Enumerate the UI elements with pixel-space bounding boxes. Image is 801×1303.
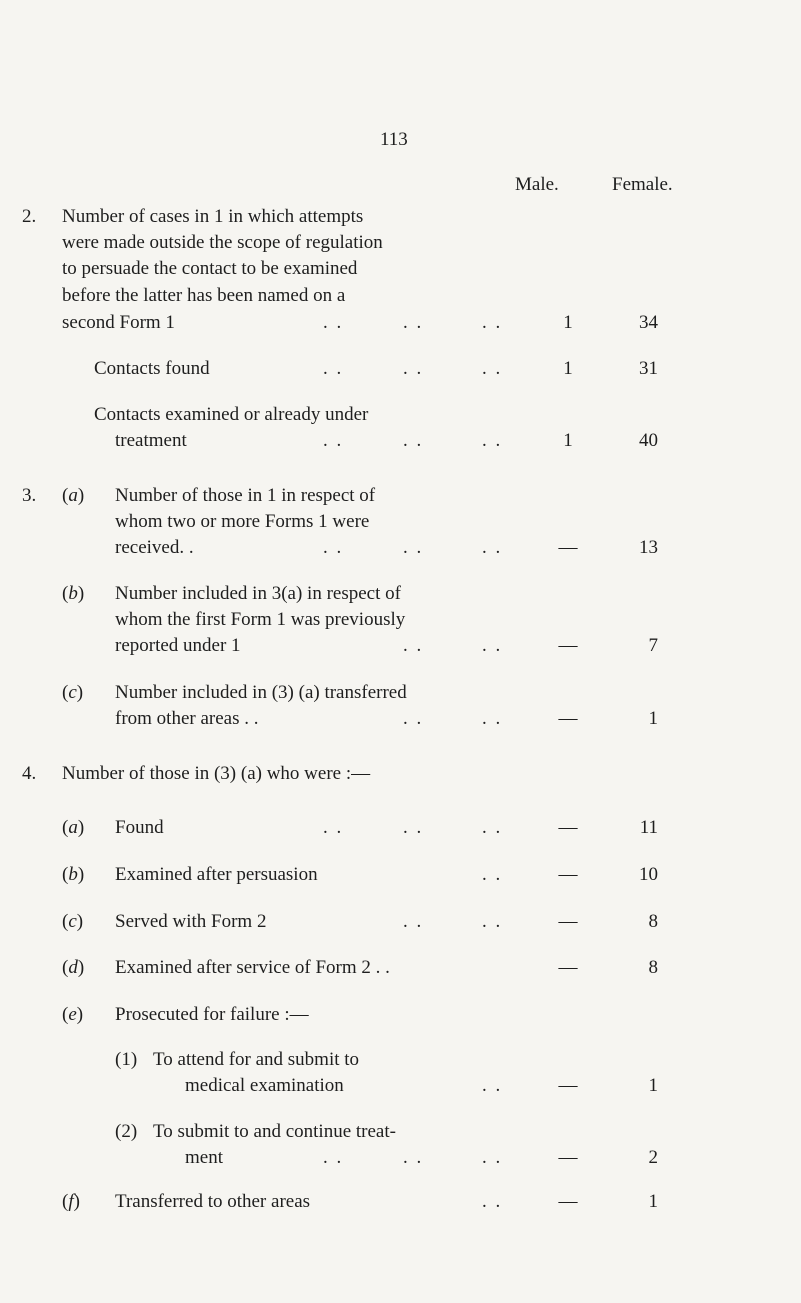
item-4f-marker: (f) <box>62 1191 80 1212</box>
leader-dots: . . <box>403 911 424 932</box>
item-3c-line-1: Number included in (3) (a) transferred <box>115 682 407 703</box>
leader-dots: . . <box>403 358 424 379</box>
section-2-line-1: Number of cases in 1 in which attempts <box>62 206 364 227</box>
item-3c-line-2: from other areas . . <box>115 708 259 729</box>
item-4e1-female-value: 1 <box>648 1075 658 1096</box>
item-4d-male-value: — <box>558 957 578 978</box>
item-4d-female-value: 8 <box>648 957 658 978</box>
leader-dots: . . <box>482 1191 503 1212</box>
leader-dots: . . <box>403 537 424 558</box>
leader-dots: . . <box>482 1147 503 1168</box>
contacts-found-label: Contacts found <box>94 358 210 379</box>
section-2-line-5: second Form 1 <box>62 312 175 333</box>
leader-dots: . . <box>323 312 344 333</box>
contacts-found-male-value: 1 <box>563 358 573 379</box>
item-4e2-female-value: 2 <box>648 1147 658 1168</box>
section-4-heading: Number of those in (3) (a) who were :— <box>62 763 371 784</box>
item-4e-marker: (e) <box>62 1004 84 1025</box>
contacts-examined-line-1: Contacts examined or already under <box>94 404 369 425</box>
item-4f-label: Transferred to other areas <box>115 1191 311 1212</box>
leader-dots: . . <box>482 817 503 838</box>
item-4b-female-value: 10 <box>639 864 658 885</box>
male-column-header: Male. <box>515 174 559 195</box>
item-4e2-marker: (2) <box>115 1121 138 1142</box>
leader-dots: . . <box>323 537 344 558</box>
contacts-examined-male-value: 1 <box>563 430 573 451</box>
item-4f-female-value: 1 <box>648 1191 658 1212</box>
section-2-line-3: to persuade the contact to be examined <box>62 258 358 279</box>
leader-dots: . . <box>323 358 344 379</box>
leader-dots: . . <box>323 817 344 838</box>
leader-dots: . . <box>403 708 424 729</box>
item-3c-male-value: — <box>558 708 578 729</box>
item-3a-marker: (a) <box>62 485 85 506</box>
leader-dots: . . <box>403 430 424 451</box>
item-4c-male-value: — <box>558 911 578 932</box>
leader-dots: . . <box>323 430 344 451</box>
item-3b-line-1: Number included in 3(a) in respect of <box>115 583 401 604</box>
item-4a-marker: (a) <box>62 817 85 838</box>
item-3c-marker: (c) <box>62 682 84 703</box>
leader-dots: . . <box>403 312 424 333</box>
item-3b-female-value: 7 <box>648 635 658 656</box>
item-4c-label: Served with Form 2 <box>115 911 267 932</box>
leader-dots: . . <box>482 635 503 656</box>
item-4d-label: Examined after service of Form 2 . . <box>115 957 390 978</box>
item-4e2-line-2: ment <box>185 1147 223 1168</box>
item-3a-female-value: 13 <box>639 537 658 558</box>
leader-dots: . . <box>482 430 503 451</box>
section-2-female-value: 34 <box>639 312 658 333</box>
item-4e2-line-1: To submit to and continue treat- <box>153 1121 396 1142</box>
leader-dots: . . <box>482 537 503 558</box>
leader-dots: . . <box>482 1075 503 1096</box>
item-3a-male-value: — <box>558 537 578 558</box>
item-4a-female-value: 11 <box>639 817 658 838</box>
item-3b-male-value: — <box>558 635 578 656</box>
female-column-header: Female. <box>612 174 673 195</box>
item-4c-female-value: 8 <box>648 911 658 932</box>
leader-dots: . . <box>482 312 503 333</box>
item-4e1-line-2: medical examination <box>185 1075 344 1096</box>
item-4e1-marker: (1) <box>115 1049 138 1070</box>
item-3a-line-1: Number of those in 1 in respect of <box>115 485 376 506</box>
item-4e1-line-1: To attend for and submit to <box>153 1049 360 1070</box>
item-4c-marker: (c) <box>62 911 84 932</box>
section-2-male-value: 1 <box>563 312 573 333</box>
item-3b-marker: (b) <box>62 583 85 604</box>
item-3b-line-3: reported under 1 <box>115 635 241 656</box>
contacts-examined-line-2: treatment <box>115 430 187 451</box>
item-4b-label: Examined after persuasion <box>115 864 318 885</box>
section-2-number: 2. <box>22 206 37 227</box>
item-4e2-male-value: — <box>558 1147 578 1168</box>
section-3-number: 3. <box>22 485 37 506</box>
item-4e-label: Prosecuted for failure :— <box>115 1004 309 1025</box>
item-4e1-male-value: — <box>558 1075 578 1096</box>
leader-dots: . . <box>403 635 424 656</box>
section-4-number: 4. <box>22 763 37 784</box>
leader-dots: . . <box>403 817 424 838</box>
leader-dots: . . <box>482 864 503 885</box>
leader-dots: . . <box>403 1147 424 1168</box>
item-3a-line-3: received. . <box>115 537 194 558</box>
contacts-examined-female-value: 40 <box>639 430 658 451</box>
contacts-found-female-value: 31 <box>639 358 658 379</box>
item-3c-female-value: 1 <box>648 708 658 729</box>
leader-dots: . . <box>482 358 503 379</box>
leader-dots: . . <box>482 708 503 729</box>
item-4b-male-value: — <box>558 864 578 885</box>
leader-dots: . . <box>323 1147 344 1168</box>
item-4a-male-value: — <box>558 817 578 838</box>
page-number: 113 <box>380 129 408 150</box>
section-2-line-2: were made outside the scope of regulation <box>62 232 383 253</box>
item-4f-male-value: — <box>558 1191 578 1212</box>
item-4d-marker: (d) <box>62 957 85 978</box>
item-3a-line-2: whom two or more Forms 1 were <box>115 511 370 532</box>
item-3b-line-2: whom the first Form 1 was previously <box>115 609 406 630</box>
item-4a-label: Found <box>115 817 164 838</box>
section-2-line-4: before the latter has been named on a <box>62 285 346 306</box>
item-4b-marker: (b) <box>62 864 85 885</box>
leader-dots: . . <box>482 911 503 932</box>
